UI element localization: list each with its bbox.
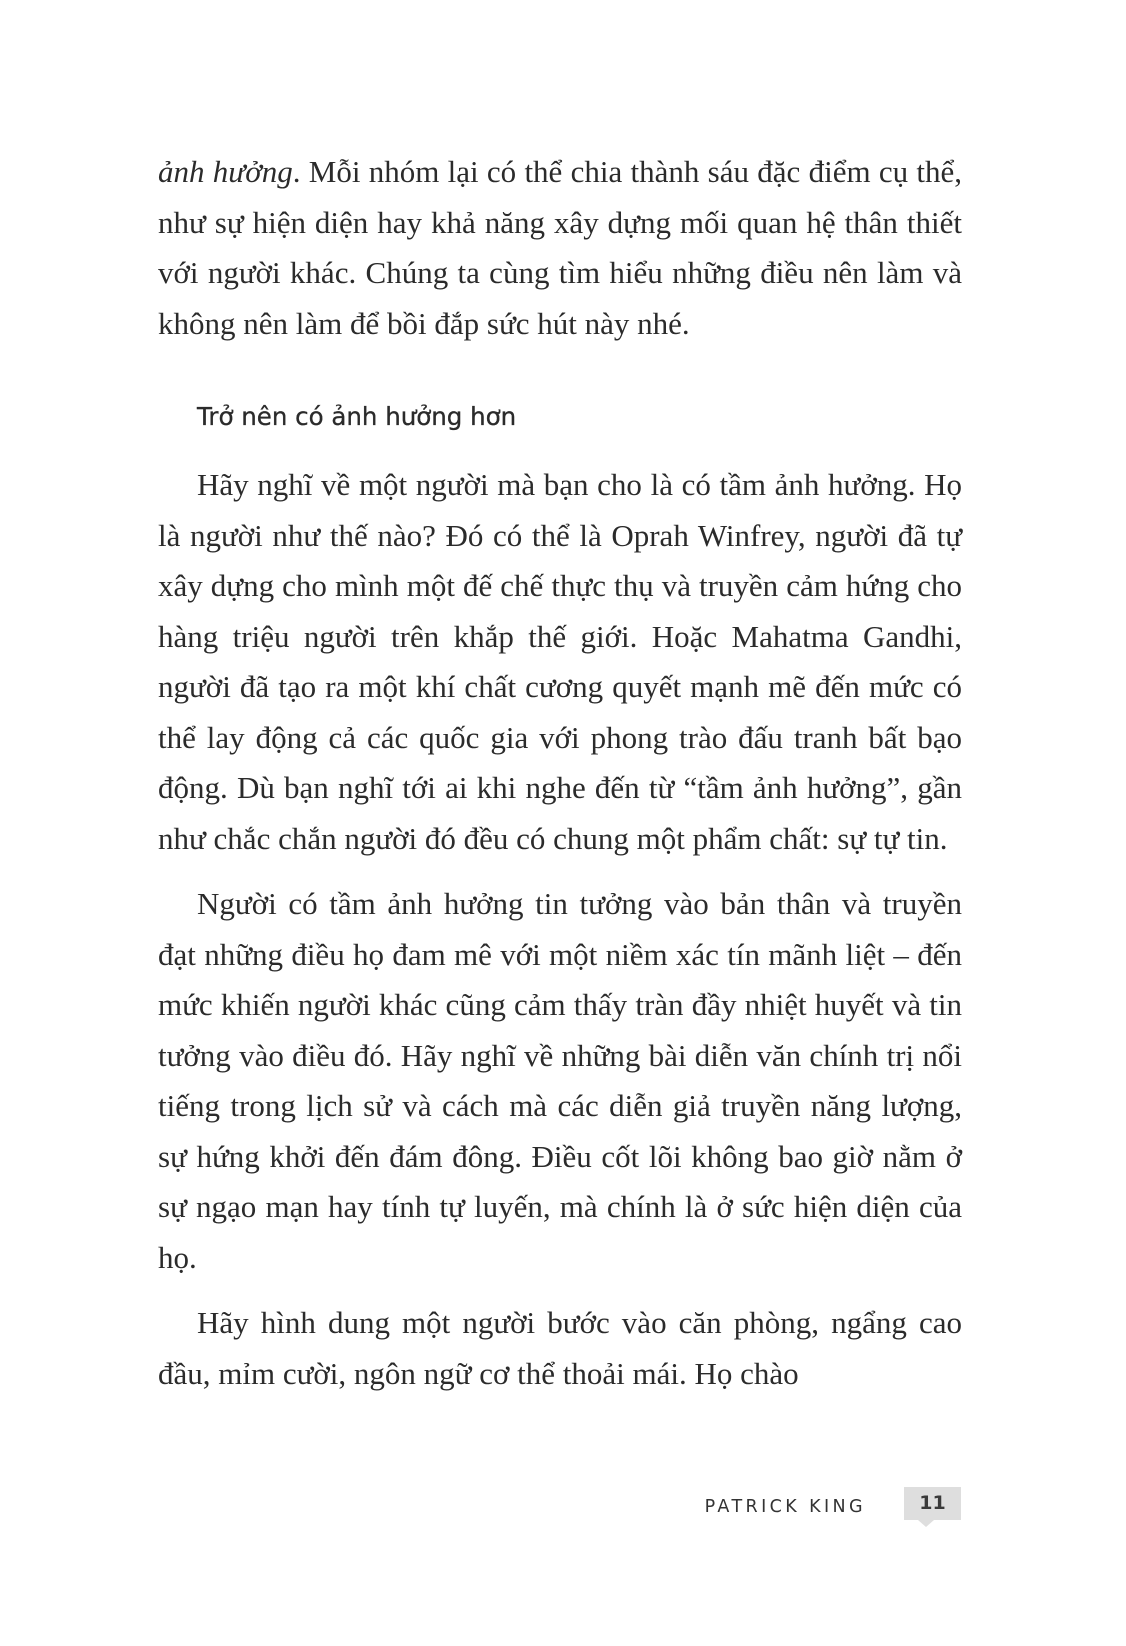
intro-paragraph-block: [158, 147, 962, 349]
page-number-tab-notch: [918, 1520, 934, 1527]
body-paragraph-3: Hãy hình dung một người bước vào căn phòng, ngẩng cao đầu, mỉm cười, ngôn ngữ cơ thể thoải mái. Họ chào: [158, 1305, 962, 1391]
body-paragraph-1: Hãy nghĩ về một người mà bạn cho là có tầm ảnh hưởng. Họ là người như thế nào? Đó có thể là Oprah Winfrey, người đã tự xây dựng cho mình một đế chế thực thụ và truyền cảm hứng cho hàng triệu người trên khắp thế giới. Hoặc Mahatma Gandhi, người đã tạo ra một khí chất cương quyết mạnh mẽ đến mức có thể lay động cả các quốc gia với phong trào đấu tranh bất bạo động. Dù bạn nghĩ tới ai khi nghe đến từ “tầm ảnh hưởng”, gần như chắc chắn người đó đều có chung một phẩm chất: sự tự tin.: [158, 467, 962, 856]
body-paragraph-2: Người có tầm ảnh hưởng tin tưởng vào bản thân và truyền đạt những điều họ đam mê với một niềm xác tín mãnh liệt – đến mức khiến người khác cũng cảm thấy tràn đầy nhiệt huyết và tin tưởng vào điều đó. Hãy nghĩ về những bài diễn văn chính trị nổi tiếng trong lịch sử và cách mà các diễn giả truyền năng lượng, sự hứng khởi đến đám đông. Điều cốt lõi không bao giờ nằm ở sự ngạo mạn hay tính tự luyến, mà chính là ở sức hiện diện của họ.: [158, 886, 962, 1275]
intro-text: . Mỗi nhóm lại có thể chia thành sáu đặc điểm cụ thể, như sự hiện diện hay khả năng xây dựng mối quan hệ thân thiết với người khác. Chúng ta cùng tìm hiểu những điều nên làm và không nên làm để bồi đắp sức hút này nhé.: [158, 154, 963, 341]
intro-emphasis: ảnh hưởng: [158, 154, 293, 189]
section-heading: Trở nên có ảnh hưởng hơn: [197, 402, 517, 431]
intro-paragraph: [158, 147, 962, 349]
page-number: 11: [904, 1487, 961, 1520]
footer-author: PATRICK KING: [704, 1497, 866, 1517]
body-text: [158, 460, 962, 1399]
